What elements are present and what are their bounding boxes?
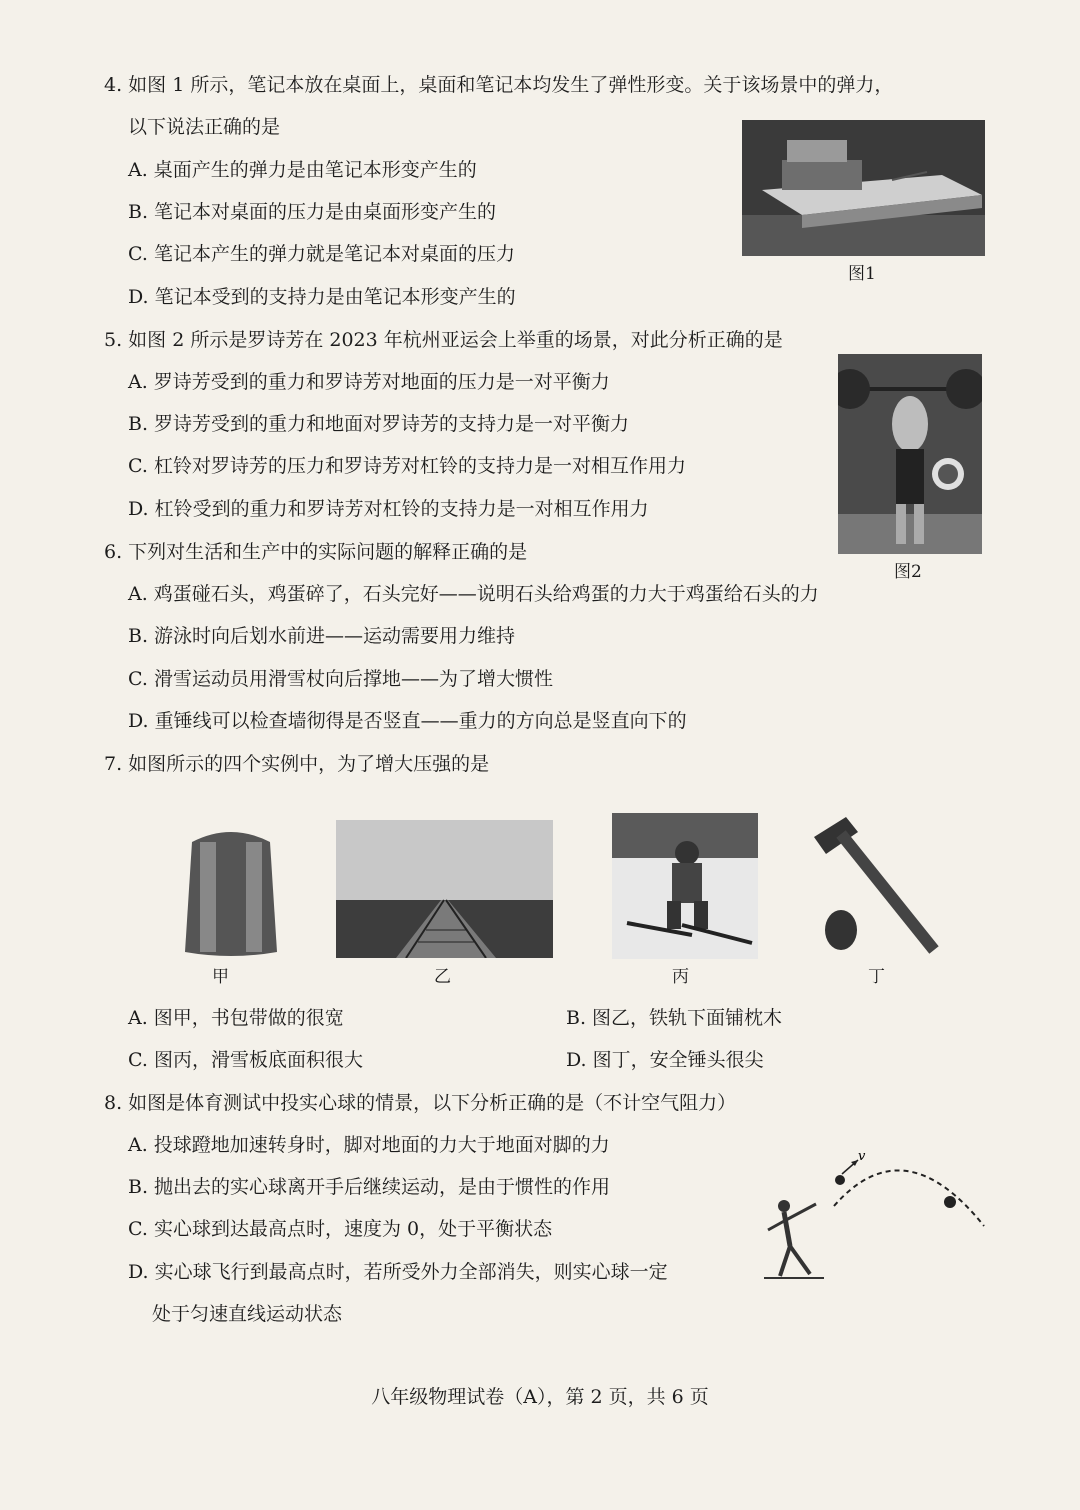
shot-put-throw-diagram bbox=[754, 1146, 988, 1284]
velocity-label: v bbox=[858, 1149, 866, 1164]
q5-option-c: C. 杠铃对罗诗芳的压力和罗诗芳对杠铃的支持力是一对相互作用力 bbox=[128, 455, 686, 477]
q7-stem: 7. 如图所示的四个实例中，为了增大压强的是 bbox=[104, 753, 490, 775]
q7-option-c: C. 图丙，滑雪板底面积很大 bbox=[128, 1049, 363, 1071]
q5-option-d: D. 杠铃受到的重力和罗诗芳对杠铃的支持力是一对相互作用力 bbox=[128, 498, 649, 520]
q4-option-d: D. 笔记本受到的支持力是由笔记本形变产生的 bbox=[128, 286, 516, 308]
railway-tracks-photo bbox=[336, 820, 553, 958]
q6-option-d: D. 重锤线可以检查墙彻得是否竖直——重力的方向总是竖直向下的 bbox=[128, 710, 687, 732]
q8-option-d: D. 实心球飞行到最高点时，若所受外力全部消失，则实心球一定 bbox=[128, 1261, 668, 1283]
figure-2-caption: 图2 bbox=[894, 562, 922, 582]
q8-stem: 8. 如图是体育测试中投实心球的情景，以下分析正确的是（不计空气阻力） bbox=[104, 1092, 737, 1114]
q8-option-c: C. 实心球到达最高点时，速度为 0，处于平衡状态 bbox=[128, 1218, 553, 1240]
page-footer: 八年级物理试卷（A），第 2 页，共 6 页 bbox=[371, 1386, 709, 1408]
q4-option-b: B. 笔记本对桌面的压力是由桌面形变产生的 bbox=[128, 201, 497, 223]
q8-option-d-continuation: 处于匀速直线运动状态 bbox=[152, 1303, 343, 1325]
q5-stem: 5. 如图 2 所示是罗诗芳在 2023 年杭州亚运会上举重的场景，对此分析正确的是 bbox=[104, 329, 783, 351]
q6-stem: 6. 下列对生活和生产中的实际问题的解释正确的是 bbox=[104, 541, 528, 563]
q5-option-a: A. 罗诗芳受到的重力和罗诗芳对地面的压力是一对平衡力 bbox=[128, 371, 610, 393]
q5-option-b: B. 罗诗芳受到的重力和地面对罗诗芳的支持力是一对平衡力 bbox=[128, 413, 630, 435]
q7-option-a: A. 图甲，书包带做的很宽 bbox=[128, 1007, 344, 1029]
q8-option-b: B. 抛出去的实心球离开手后继续运动，是由于惯性的作用 bbox=[128, 1176, 611, 1198]
skier-photo bbox=[612, 813, 758, 959]
figure-1-caption: 图1 bbox=[848, 264, 876, 284]
q4-option-c: C. 笔记本产生的弹力就是笔记本对桌面的压力 bbox=[128, 243, 515, 265]
q4-option-a: A. 桌面产生的弹力是由笔记本形变产生的 bbox=[128, 159, 477, 181]
q6-option-a: A. 鸡蛋碰石头，鸡蛋碎了，石头完好——说明石头给鸡蛋的力大于鸡蛋给石头的力 bbox=[128, 583, 819, 605]
q7-option-d: D. 图丁，安全锤头很尖 bbox=[566, 1049, 764, 1071]
figure-yi-label: 乙 bbox=[434, 967, 451, 987]
notebook-on-desk-photo bbox=[742, 120, 985, 256]
backpack-image bbox=[172, 822, 290, 960]
figure-bing-label: 丙 bbox=[672, 967, 689, 987]
q6-option-c: C. 滑雪运动员用滑雪杖向后撑地——为了增大惯性 bbox=[128, 668, 553, 690]
q8-option-a: A. 投球蹬地加速转身时，脚对地面的力大于地面对脚的力 bbox=[128, 1134, 610, 1156]
figure-ding-label: 丁 bbox=[868, 967, 885, 987]
q6-option-b: B. 游泳时向后划水前进——运动需要用力维持 bbox=[128, 625, 516, 647]
figure-jia-label: 甲 bbox=[212, 967, 229, 987]
q4-stem-line1: 4. 如图 1 所示，笔记本放在桌面上，桌面和笔记本均发生了弹性形变。关于该场景中的弹力， bbox=[104, 74, 894, 96]
weightlifter-photo bbox=[838, 354, 982, 554]
q4-stem-line2: 以下说法正确的是 bbox=[128, 116, 281, 138]
q7-option-b: B. 图乙，铁轨下面铺枕木 bbox=[566, 1007, 783, 1029]
safety-hammer-image bbox=[806, 812, 946, 960]
